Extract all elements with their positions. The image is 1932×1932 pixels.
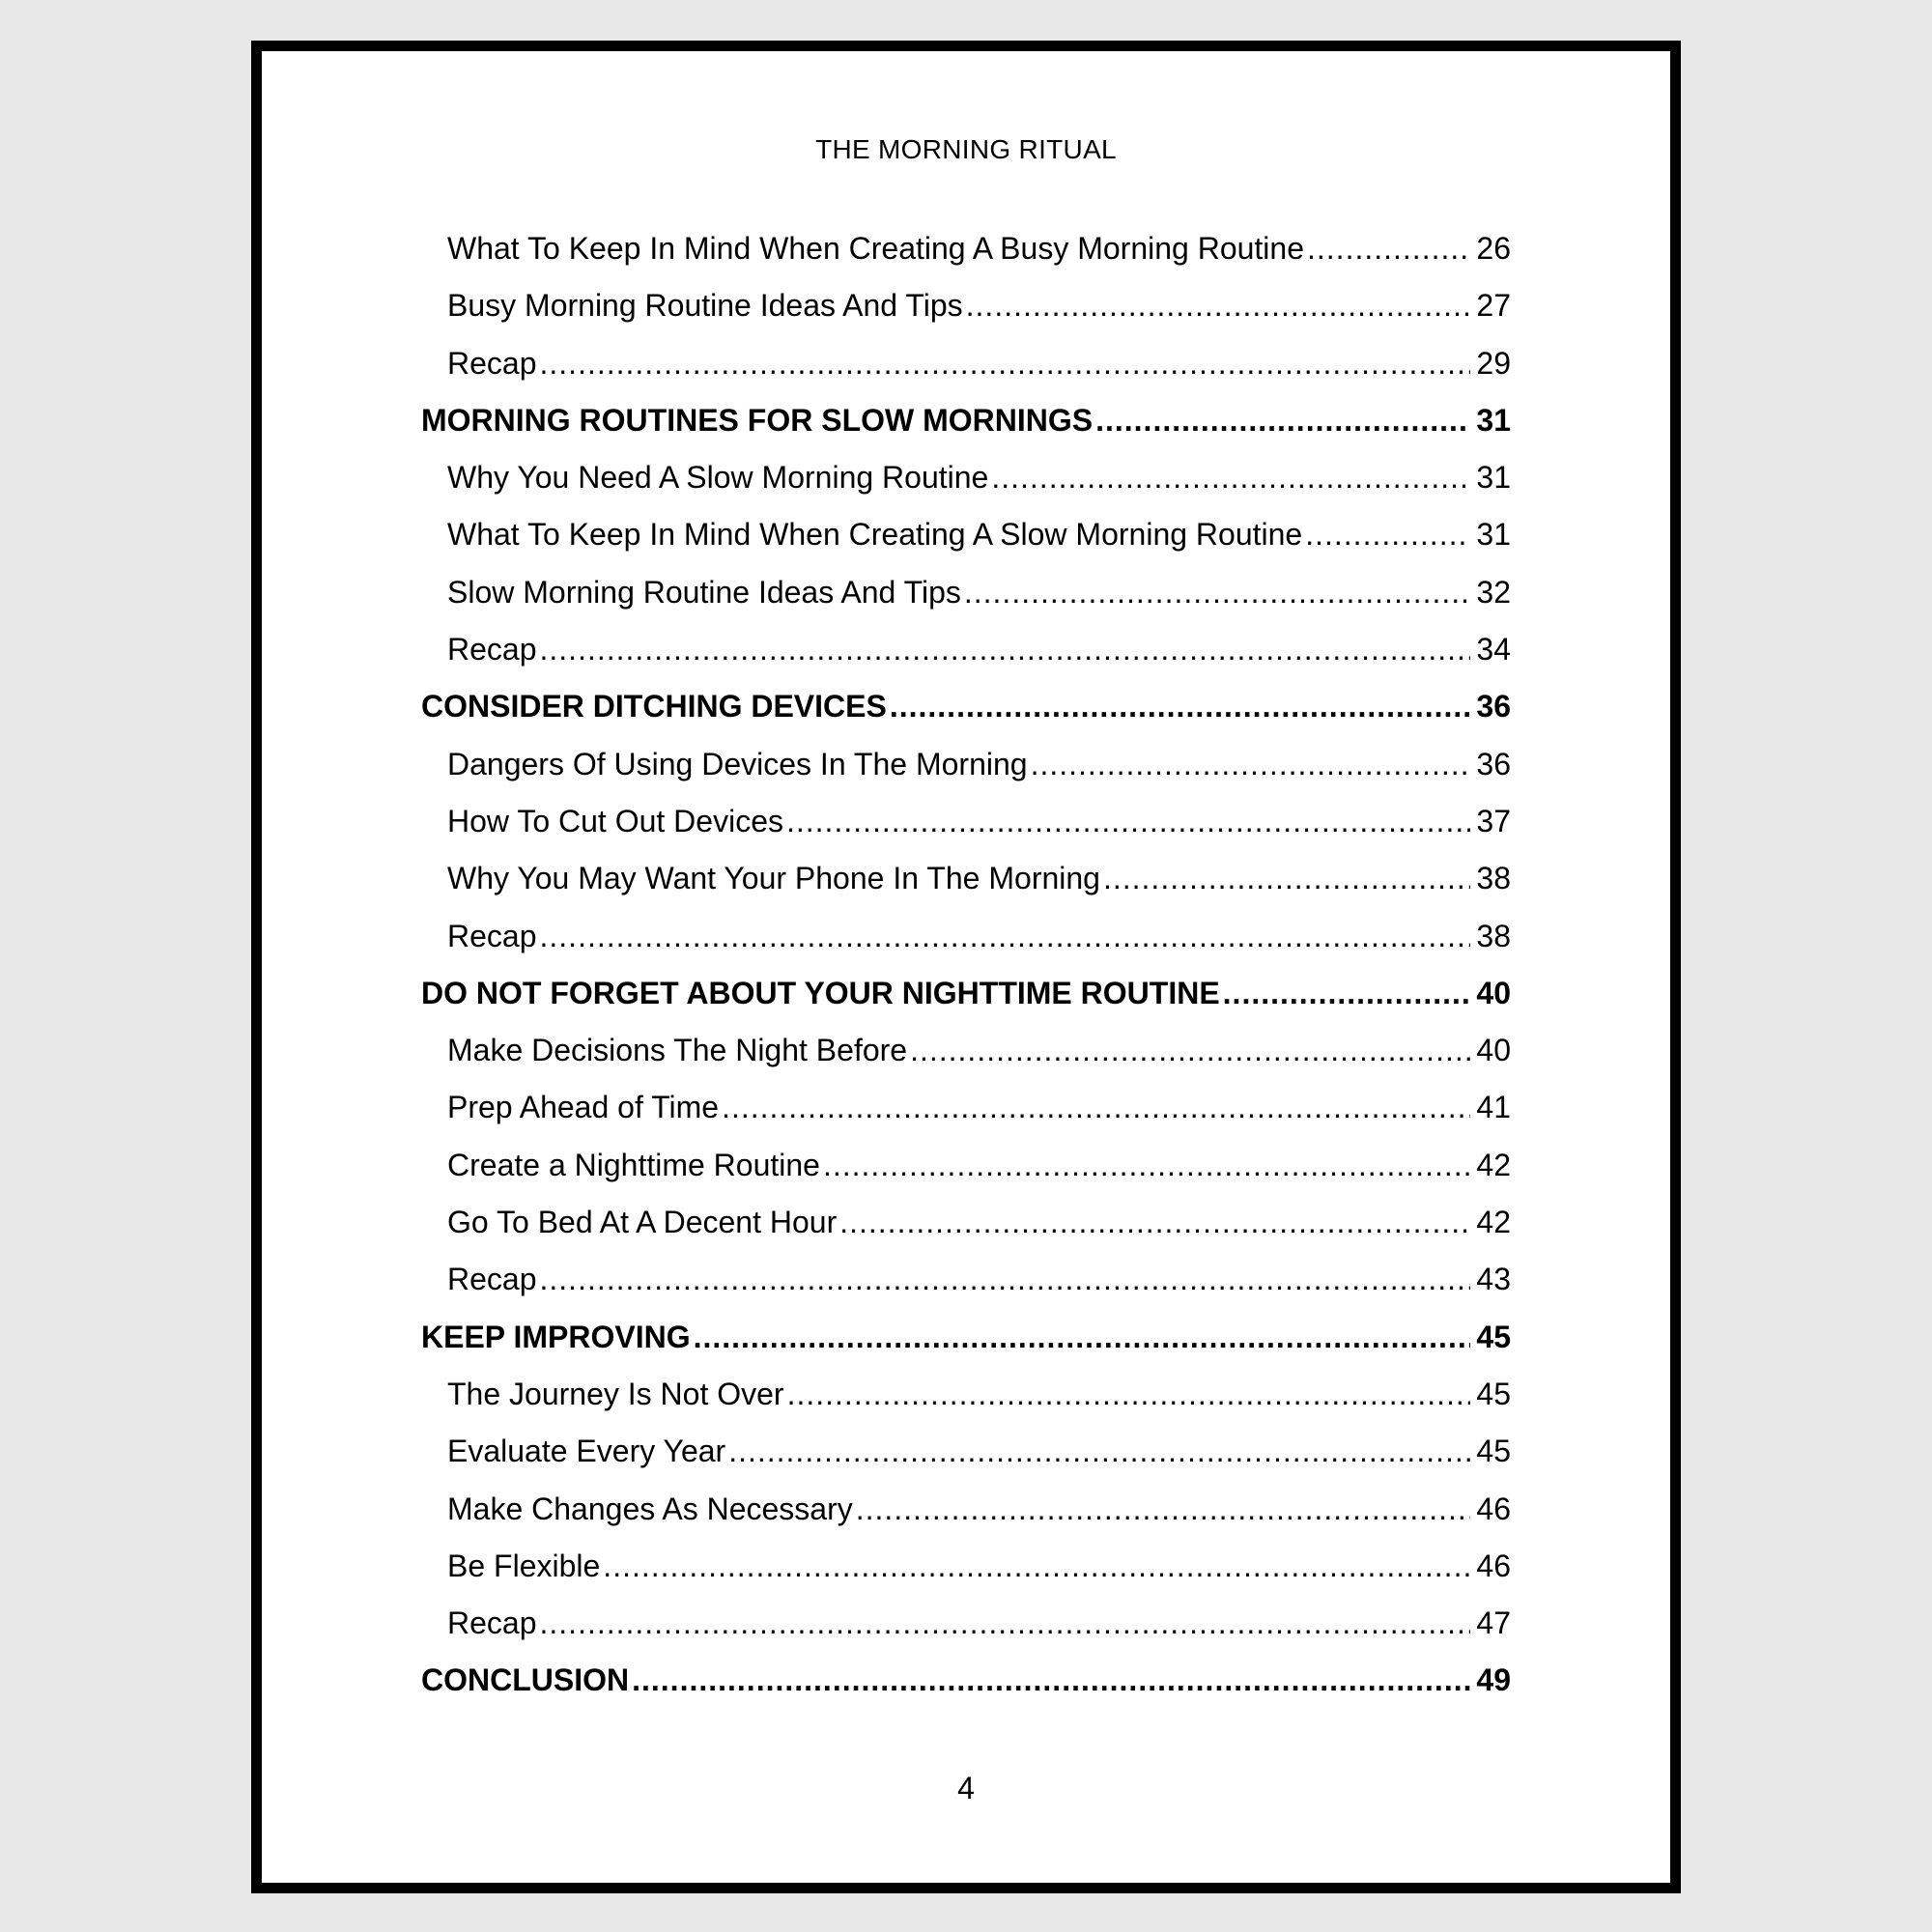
toc-entry-title: DO NOT FORGET ABOUT YOUR NIGHTTIME ROUTINE bbox=[421, 975, 1220, 1010]
toc-entry-page: 26 bbox=[1476, 231, 1511, 266]
toc-entry-page: 43 bbox=[1476, 1262, 1511, 1297]
toc-entry[interactable] bbox=[421, 277, 1511, 334]
dot-leader bbox=[1031, 736, 1470, 793]
toc-entry-title: Make Decisions The Night Before bbox=[447, 1033, 908, 1068]
toc-entry-title: Recap bbox=[447, 1262, 537, 1297]
toc-entry-title: Dangers Of Using Devices In The Morning bbox=[447, 746, 1028, 781]
toc-entry-title: Recap bbox=[447, 345, 537, 381]
dot-leader bbox=[823, 1137, 1470, 1194]
toc-entry-page: 38 bbox=[1476, 861, 1511, 896]
toc-chapter-entry[interactable] bbox=[421, 678, 1511, 735]
dot-leader bbox=[910, 1022, 1470, 1079]
dot-leader bbox=[540, 908, 1471, 965]
toc-entry-page: 46 bbox=[1476, 1548, 1511, 1583]
toc-entry-title: Evaluate Every Year bbox=[447, 1434, 726, 1469]
dot-leader bbox=[540, 621, 1471, 678]
toc-entry-title: MORNING ROUTINES FOR SLOW MORNINGS bbox=[421, 402, 1094, 438]
dot-leader bbox=[540, 335, 1471, 392]
toc-entry-page: 45 bbox=[1476, 1434, 1511, 1469]
toc-entry[interactable] bbox=[421, 564, 1511, 621]
dot-leader bbox=[786, 793, 1470, 850]
toc-entry-title: Go To Bed At A Decent Hour bbox=[447, 1205, 838, 1240]
toc-entry[interactable] bbox=[421, 1251, 1511, 1308]
dot-leader bbox=[839, 1194, 1470, 1251]
toc-entry[interactable] bbox=[421, 736, 1511, 793]
toc-entry-page: 27 bbox=[1476, 288, 1511, 324]
document-page bbox=[251, 41, 1681, 1893]
toc-entry-page: 46 bbox=[1476, 1491, 1511, 1526]
dot-leader bbox=[890, 678, 1470, 735]
toc-entry-title: Recap bbox=[447, 1605, 537, 1641]
toc-entry[interactable] bbox=[421, 1137, 1511, 1194]
running-header: THE MORNING RITUAL bbox=[815, 134, 1117, 164]
toc-entry-title: Recap bbox=[447, 918, 537, 953]
toc-entry-title: Be Flexible bbox=[447, 1548, 601, 1583]
toc-entry-page: 42 bbox=[1476, 1205, 1511, 1240]
toc-entry-page: 38 bbox=[1476, 918, 1511, 953]
toc-entry-page: 36 bbox=[1476, 746, 1511, 781]
dot-leader bbox=[540, 1595, 1471, 1652]
toc-chapter-entry[interactable] bbox=[421, 965, 1511, 1022]
dot-leader bbox=[728, 1423, 1470, 1480]
toc-entry-title: Why You Need A Slow Morning Routine bbox=[447, 460, 989, 496]
dot-leader bbox=[540, 1251, 1471, 1308]
toc-entry-title: What To Keep In Mind When Creating A Busy Morning Routine bbox=[447, 231, 1304, 266]
toc-entry-page: 40 bbox=[1476, 975, 1511, 1010]
toc-entry[interactable] bbox=[421, 506, 1511, 563]
dot-leader bbox=[964, 564, 1470, 621]
toc-entry-title: CONCLUSION bbox=[421, 1662, 630, 1698]
toc-entry[interactable] bbox=[421, 1595, 1511, 1652]
toc-entry-page: 34 bbox=[1476, 632, 1511, 668]
toc-entry-page: 31 bbox=[1476, 517, 1511, 553]
toc-entry[interactable] bbox=[421, 1022, 1511, 1079]
toc-entry-title: Recap bbox=[447, 632, 537, 668]
toc-entry[interactable] bbox=[421, 1538, 1511, 1595]
dot-leader bbox=[1305, 506, 1470, 563]
toc-entry-title: How To Cut Out Devices bbox=[447, 803, 783, 838]
toc-entry[interactable] bbox=[421, 1079, 1511, 1136]
toc-entry-title: Why You May Want Your Phone In The Morning bbox=[447, 861, 1100, 896]
toc-entry-page: 47 bbox=[1476, 1605, 1511, 1641]
dot-leader bbox=[1095, 392, 1470, 449]
dot-leader bbox=[991, 449, 1470, 506]
toc-entry-page: 29 bbox=[1476, 345, 1511, 381]
table-of-contents bbox=[421, 220, 1511, 1710]
toc-chapter-entry[interactable] bbox=[421, 1309, 1511, 1366]
dot-leader bbox=[966, 277, 1470, 334]
dot-leader bbox=[856, 1481, 1470, 1538]
toc-entry-title: Prep Ahead of Time bbox=[447, 1090, 720, 1125]
toc-entry-title: Slow Morning Routine Ideas And Tips bbox=[447, 574, 961, 610]
toc-entry[interactable] bbox=[421, 1194, 1511, 1251]
toc-entry-title: KEEP IMPROVING bbox=[421, 1319, 691, 1354]
toc-entry[interactable] bbox=[421, 621, 1511, 678]
toc-entry[interactable] bbox=[421, 220, 1511, 277]
toc-entry-title: Make Changes As Necessary bbox=[447, 1491, 853, 1526]
dot-leader bbox=[722, 1079, 1470, 1136]
dot-leader bbox=[694, 1309, 1470, 1366]
toc-entry-page: 31 bbox=[1476, 402, 1511, 438]
toc-chapter-entry[interactable] bbox=[421, 392, 1511, 449]
toc-entry-page: 45 bbox=[1476, 1319, 1511, 1354]
toc-entry-title: What To Keep In Mind When Creating A Slow Morning Routine bbox=[447, 517, 1303, 553]
toc-entry-title: The Journey Is Not Over bbox=[447, 1376, 784, 1411]
toc-entry[interactable] bbox=[421, 1481, 1511, 1538]
toc-entry-title: Busy Morning Routine Ideas And Tips bbox=[447, 288, 963, 324]
toc-entry-page: 49 bbox=[1476, 1662, 1511, 1698]
toc-entry-page: 31 bbox=[1476, 460, 1511, 496]
toc-entry[interactable] bbox=[421, 908, 1511, 965]
dot-leader bbox=[1307, 220, 1470, 277]
toc-entry[interactable] bbox=[421, 449, 1511, 506]
toc-entry[interactable] bbox=[421, 1423, 1511, 1480]
toc-entry-page: 42 bbox=[1476, 1147, 1511, 1182]
dot-leader bbox=[1223, 965, 1470, 1022]
toc-entry-page: 45 bbox=[1476, 1376, 1511, 1411]
toc-entry[interactable] bbox=[421, 1366, 1511, 1423]
toc-entry[interactable] bbox=[421, 850, 1511, 907]
toc-entry-title: CONSIDER DITCHING DEVICES bbox=[421, 689, 887, 724]
toc-entry-page: 37 bbox=[1476, 803, 1511, 838]
toc-chapter-entry[interactable] bbox=[421, 1652, 1511, 1709]
dot-leader bbox=[1103, 850, 1470, 907]
toc-entry-page: 41 bbox=[1476, 1090, 1511, 1125]
toc-entry-title: Create a Nighttime Routine bbox=[447, 1147, 820, 1182]
toc-entry[interactable] bbox=[421, 335, 1511, 392]
dot-leader bbox=[632, 1652, 1470, 1709]
dot-leader bbox=[603, 1538, 1470, 1595]
page-number: 4 bbox=[957, 1771, 975, 1805]
toc-entry-page: 40 bbox=[1476, 1033, 1511, 1068]
toc-entry-page: 36 bbox=[1476, 689, 1511, 724]
toc-entry-page: 32 bbox=[1476, 574, 1511, 610]
dot-leader bbox=[787, 1366, 1470, 1423]
toc-entry[interactable] bbox=[421, 793, 1511, 850]
